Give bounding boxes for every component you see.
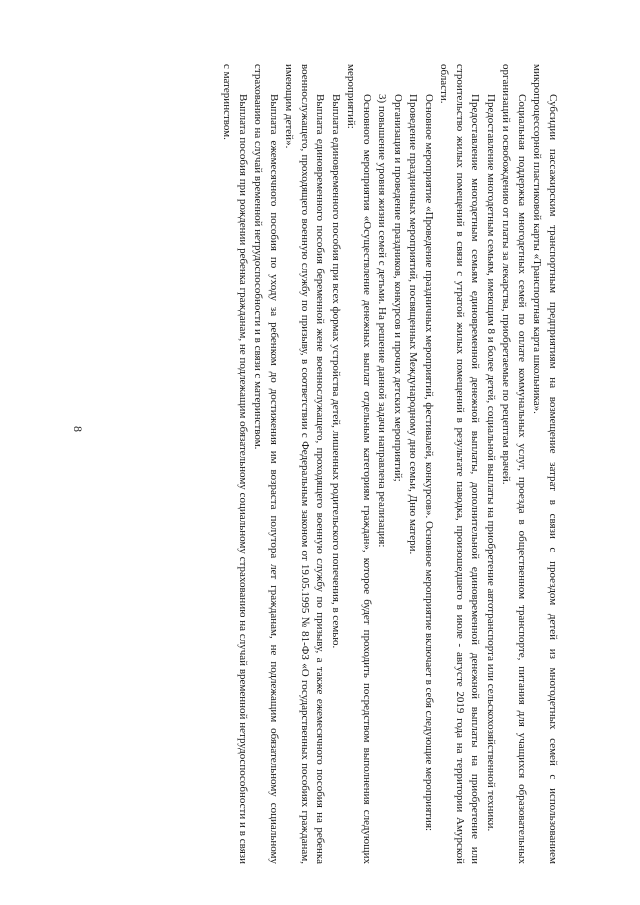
paragraph-2: Социальная поддержка многодетных семей по оплате коммунальных услуг, проезда в общественном транспорте, питания для учащихся образовательных организаций и освобождению от платы за лекарства, приобретаемые по рецептам врачей.: [500, 64, 528, 864]
paragraph-8: 3) повышение уровня жизни семей с детьми. На решение данной задачи направлена реализация:: [376, 94, 389, 548]
paragraph-13: Выплата пособия при рождении ребенка гражданам, не подлежащим обязательному социальному страхованию на случай временной нетрудоспособности и в связи с материнством.: [221, 64, 249, 864]
paragraph-3: Предоставление многодетным семьям, имеющим 8 и более детей, социальной выплаты на приобретение автотранспорта или сельскохозяйственной техники.: [485, 94, 497, 832]
document-body: [219, 64, 560, 864]
paragraph-11: Выплата единовременного пособия беременной жене военнослужащего, проходящего военную службу по призыву, а также ежемесячного пособия на ребенка военнослужащего, проходящего военную службу по призыву, в соответствии с Федеральным законом от 19.05.1995 № 81-ФЗ «О государственных пособиях гражданам, имеющим детей».: [283, 64, 327, 864]
paragraph-10: Выплата единовременного пособия при всех формах устройства детей, лишенных родительского попечения, в семью.: [330, 94, 342, 649]
paragraph-7: Организация и проведение праздников, конкурсов и прочих детских мероприятий;: [392, 94, 404, 482]
paragraph-6: Проведение праздничных мероприятий, посвященных Международному дню семьи, Дню матери.: [407, 94, 420, 555]
paragraph-4: Предоставление многодетным семьям единовременной денежной выплаты, дополнительной единовременной денежной выплаты на приобретение или строительство жилых помещений в связи с утратой жилых помещений в результате паводка, произошедшего в июле - августе 2019 года на территории Амурской области.: [438, 64, 482, 864]
paragraph-9: Основного мероприятия «Осуществление денежных выплат отдельным категориям граждан», которое будет проходить посредством выполнения следующих мероприятий:: [345, 64, 373, 864]
paragraph-12: Выплата ежемесячного пособия по уходу за ребенком до достижения им возраста полутора лет гражданам, не подлежащим обязательному социальному страхованию на случай временной нетрудоспособности и в связи с материнством.: [252, 64, 280, 864]
paragraph-1: Субсидии пассажирским транспортным предприятиям на возмещение затрат в связи с проездом детей из многодетных семей с использованием микропроцессорной пластиковой карты «Транспортная карта школьника».: [531, 64, 559, 864]
page-number: 8: [71, 426, 85, 432]
paragraph-5: Основное мероприятие «Проведение праздничных мероприятий, фестивалей, конкурсов». Основное мероприятие включает в себя следующие мероприятия:: [423, 94, 435, 832]
